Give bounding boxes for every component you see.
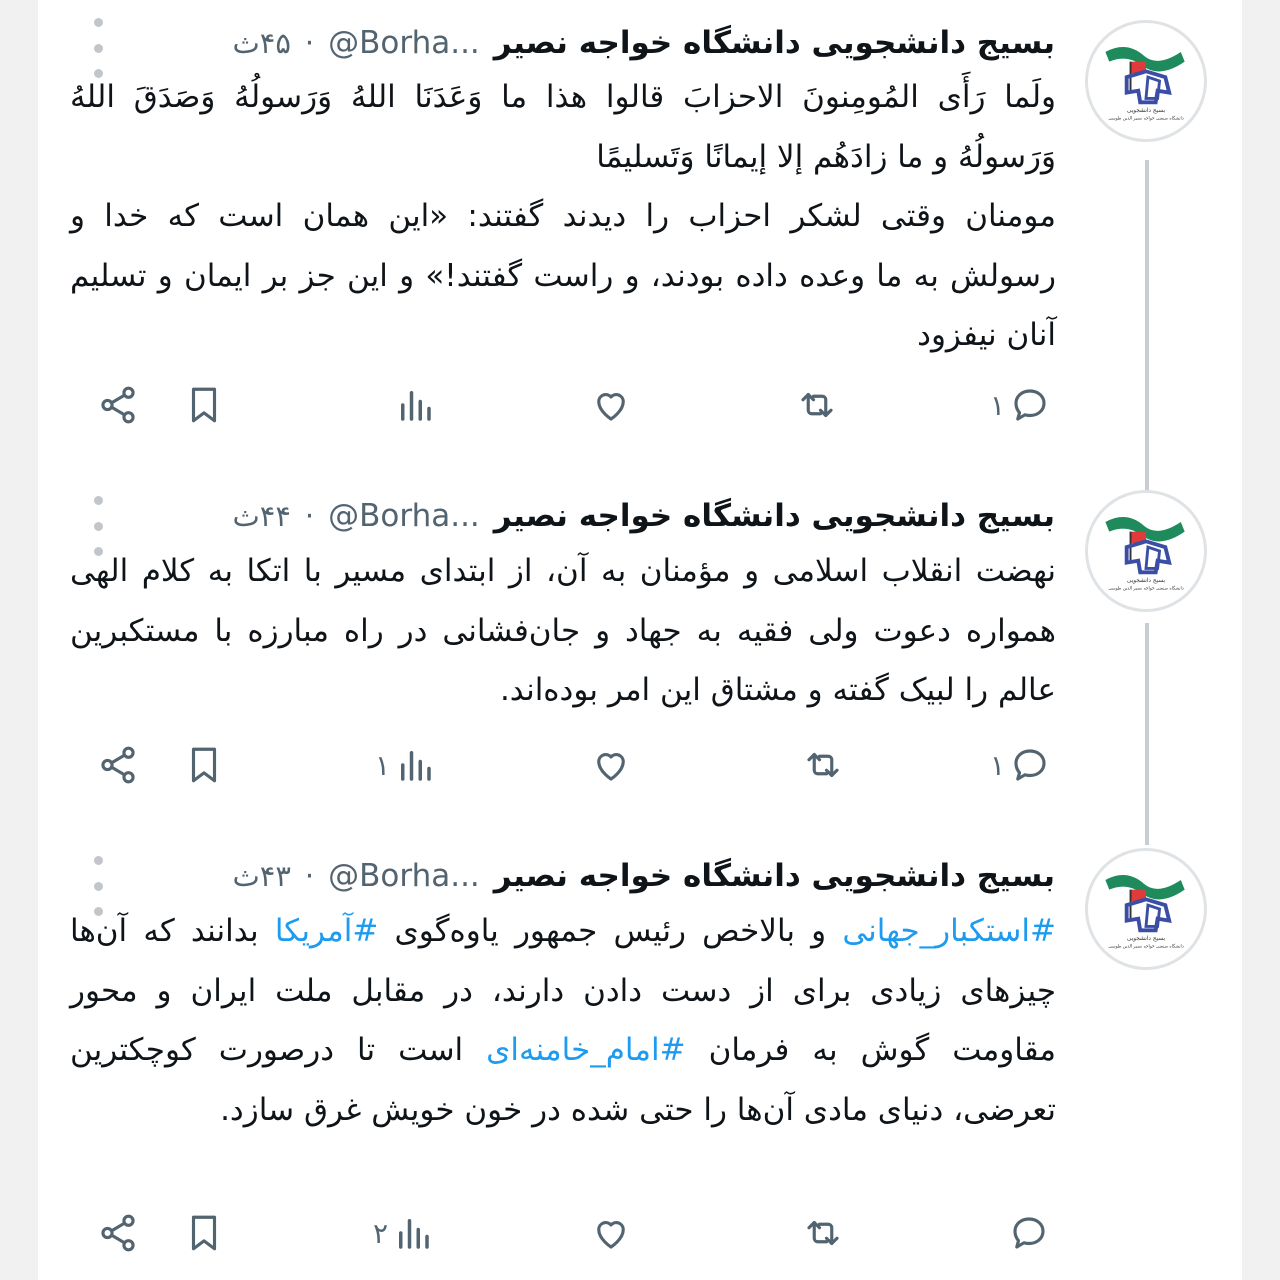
reply-button[interactable] <box>990 380 1051 430</box>
tweet-time[interactable]: ۴۴ث <box>232 499 291 533</box>
retweet-icon <box>802 1212 844 1254</box>
views-button[interactable] <box>373 1208 434 1258</box>
reply-count: ۱ <box>990 388 1006 422</box>
like-icon <box>590 384 632 426</box>
share-button[interactable] <box>97 1208 139 1258</box>
tweet-time[interactable]: ۴۵ث <box>232 26 291 60</box>
separator-dot: · <box>304 26 315 60</box>
share-icon <box>97 744 139 786</box>
avatar[interactable] <box>1085 490 1207 612</box>
basij-logo-icon <box>1088 493 1204 609</box>
views-icon <box>394 744 436 786</box>
author-name[interactable]: بسیج دانشجویی دانشگاه خواجه نصیر <box>493 25 1055 61</box>
views-count: ۲ <box>373 1216 389 1250</box>
reply-button[interactable] <box>1004 1208 1050 1258</box>
avatar[interactable] <box>1085 20 1207 142</box>
tweet-paragraph: نهضت انقلاب اسلامی و مؤمنان به آن، از ابتدای مسیر با اتکا به کلام الهی همواره دعوت ولی فقیه به جهاد و جان‌فشانی در راه مبارزه با مستکبرین عالم را لبیک گفته و مشتاق این امر بوده‌اند. <box>70 553 1056 708</box>
separator-dot: · <box>304 859 315 893</box>
share-button[interactable] <box>97 380 139 430</box>
bookmark-icon <box>183 1212 225 1254</box>
views-icon <box>392 1212 434 1254</box>
bookmark-button[interactable] <box>183 380 225 430</box>
tweet-paragraph: ولَما رَأَى المُومِنونَ الاحزابَ قالوا هذا ما وَعَدَنَا اللهُ وَرَسولُهُ وَصَدَقَ اللهُ وَرَسولُهُ و ما زادَهُم إلا إيمانًا وَتَسليمًا <box>70 79 1056 175</box>
avatar-label: بسیج دانشجویی <box>1126 107 1166 114</box>
bookmark-button[interactable] <box>183 1208 225 1258</box>
author-handle[interactable]: @Borha... <box>328 498 480 534</box>
tweet-text <box>70 68 1056 366</box>
views-icon <box>394 384 436 426</box>
avatar-label: بسیج دانشجویی <box>1126 935 1166 942</box>
reply-icon <box>1009 384 1051 426</box>
retweet-button[interactable] <box>802 740 844 790</box>
tweet[interactable] <box>0 480 1280 820</box>
tweet-actions <box>0 380 1100 430</box>
like-button[interactable] <box>590 380 632 430</box>
tweet-text-segment: و بالاخص رئیس جمهور یاوه‌گوی <box>378 913 843 949</box>
like-button[interactable] <box>590 740 632 790</box>
tweet[interactable] <box>0 0 1280 460</box>
like-button[interactable] <box>590 1208 632 1258</box>
author-handle[interactable]: @Borha... <box>328 25 480 61</box>
tweet-time[interactable]: ۴۳ث <box>232 859 291 893</box>
author-name[interactable]: بسیج دانشجویی دانشگاه خواجه نصیر <box>493 498 1055 534</box>
basij-logo-icon <box>1088 851 1204 967</box>
avatar-label: دانشگاه صنعتی خواجه نصیر الدین طوسی <box>1108 116 1184 122</box>
tweet-paragraph <box>70 902 1056 1140</box>
avatar-label: دانشگاه صنعتی خواجه نصیر الدین طوسی <box>1108 586 1184 592</box>
share-icon <box>97 1212 139 1254</box>
tweet-text <box>70 902 1056 1140</box>
reply-icon <box>1009 744 1051 786</box>
share-button[interactable] <box>97 740 139 790</box>
author-handle[interactable]: @Borha... <box>328 858 480 894</box>
tweet-header <box>90 19 1055 67</box>
reply-button[interactable] <box>990 740 1051 790</box>
like-icon <box>590 744 632 786</box>
basij-logo-icon <box>1088 23 1204 139</box>
hashtag-link[interactable]: #امام_خامنه‌ای <box>486 1032 686 1068</box>
tweet-text <box>70 542 1056 721</box>
bookmark-button[interactable] <box>183 740 225 790</box>
tweet-actions <box>0 740 1100 790</box>
share-icon <box>97 384 139 426</box>
separator-dot: · <box>304 499 315 533</box>
retweet-button[interactable] <box>796 380 838 430</box>
bookmark-icon <box>183 384 225 426</box>
author-name[interactable]: بسیج دانشجویی دانشگاه خواجه نصیر <box>493 858 1055 894</box>
tweet-header <box>90 852 1055 900</box>
tweet-paragraph: مومنان وقتی لشکر احزاب را دیدند گفتند: «این همان است که خدا و رسولش به ما وعده داده بودند، و راست گفتند!» و این جز بر ایمان و تسلیم آنان نیفزود <box>70 198 1056 353</box>
hashtag-link[interactable]: #آمریکا <box>274 913 379 949</box>
tweet-actions <box>0 1208 1100 1258</box>
tweet-text-segment: است تا درصورت کوچکترین تعرضی، دنیای مادی آن‌ها را حتی شده در خون خویش غرق سازد. <box>70 1032 1056 1128</box>
retweet-icon <box>802 744 844 786</box>
avatar[interactable] <box>1085 848 1207 970</box>
avatar-label: بسیج دانشجویی <box>1126 577 1166 584</box>
like-icon <box>590 1212 632 1254</box>
retweet-button[interactable] <box>802 1208 844 1258</box>
reply-count: ۱ <box>990 748 1006 782</box>
views-button[interactable] <box>390 380 436 430</box>
avatar-label: دانشگاه صنعتی خواجه نصیر الدین طوسی <box>1108 944 1184 950</box>
views-button[interactable] <box>375 740 436 790</box>
tweet-text-segment: بدانند که آن‌ها چیزهای زیادی برای از دست دادن دارند، در مقابل ملت ایران و محور مقاومت گوش به فرمان <box>70 913 1056 1068</box>
views-count: ۱ <box>375 748 391 782</box>
tweet[interactable] <box>0 840 1280 1280</box>
tweet-header <box>90 492 1055 540</box>
retweet-icon <box>796 384 838 426</box>
reply-icon <box>1008 1212 1050 1254</box>
bookmark-icon <box>183 744 225 786</box>
hashtag-link[interactable]: #استکبار_جهانی <box>842 913 1056 949</box>
